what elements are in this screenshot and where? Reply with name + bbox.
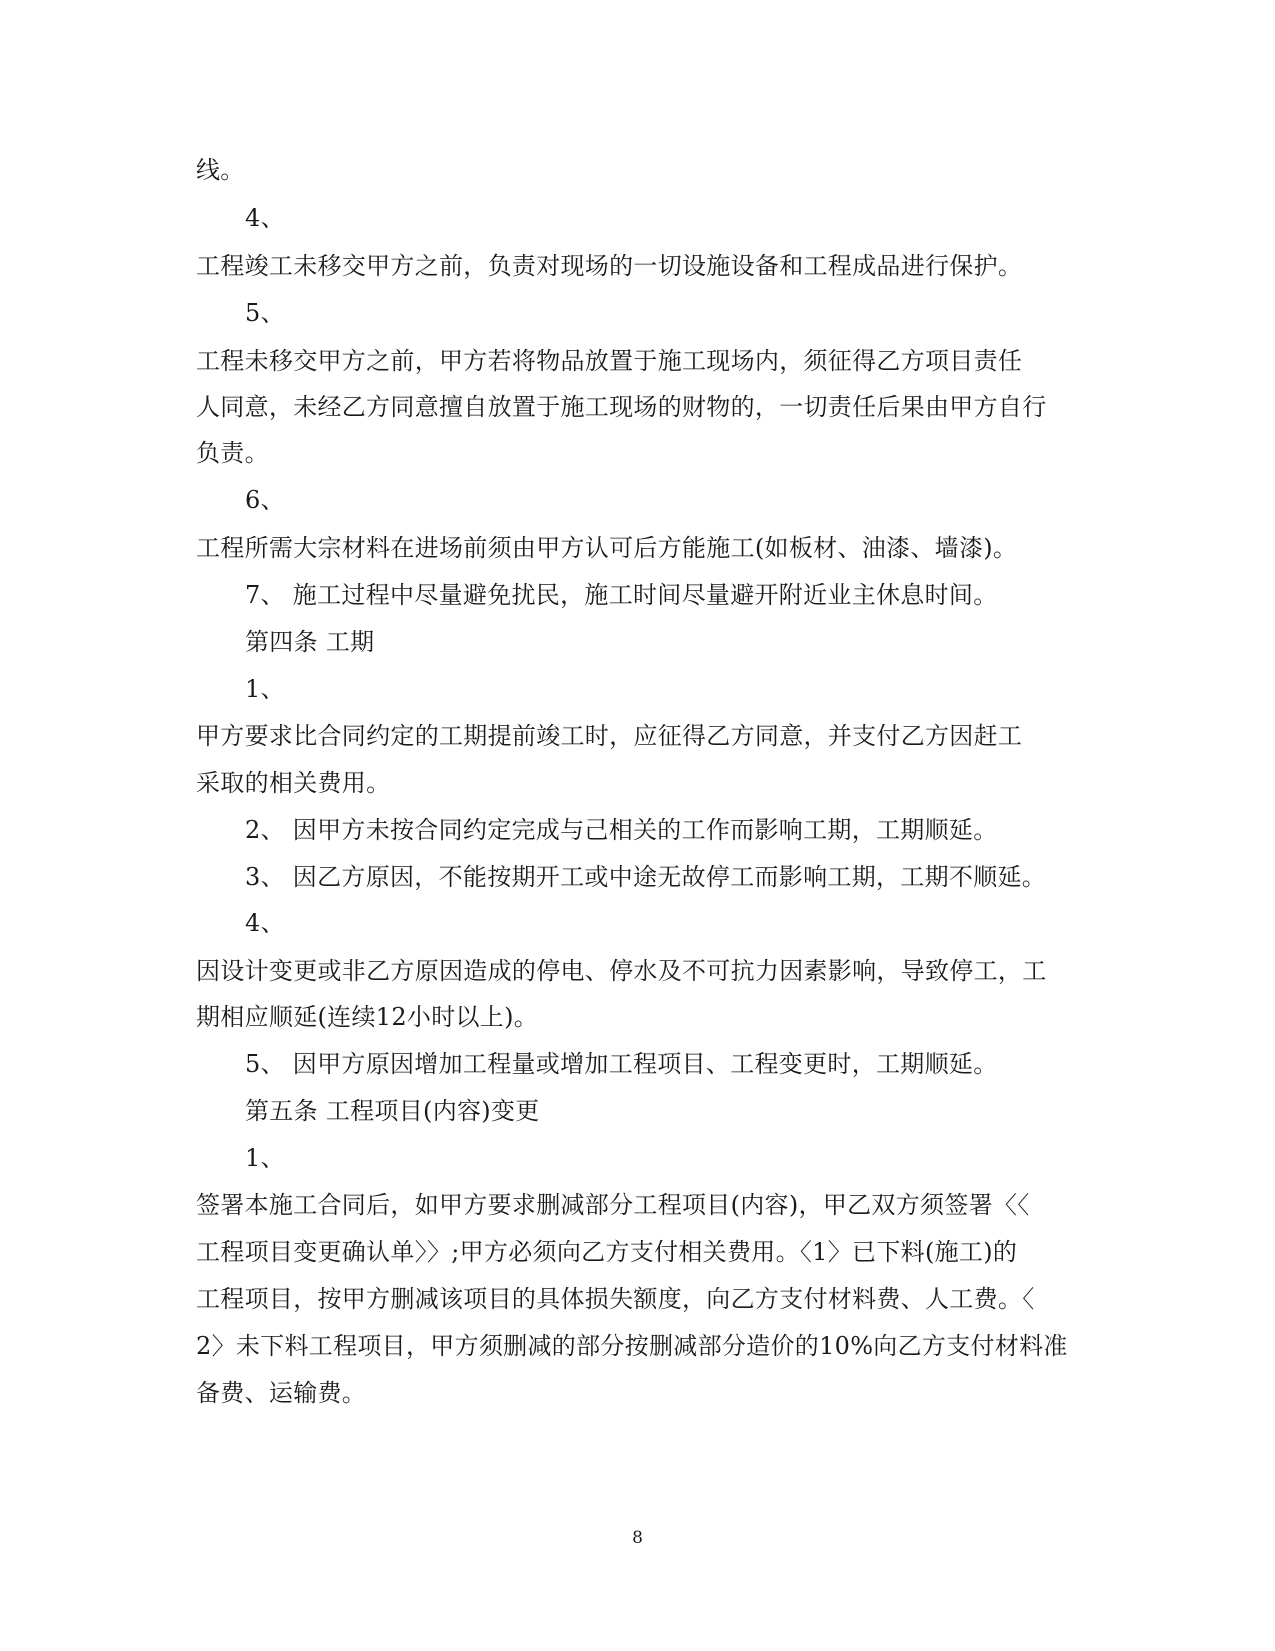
- text-line: 2〉未下料工程项目，甲方须删减的部分按删减部分造价的10%向乙方支付材料准: [196, 1332, 1068, 1360]
- section-heading: 第四条 工期: [245, 628, 375, 656]
- list-item: 5、 因甲方原因增加工程量或增加工程项目、工程变更时，工期顺延。: [245, 1050, 998, 1078]
- list-item: 2、 因甲方未按合同约定完成与己相关的工作而影响工期，工期顺延。: [245, 816, 998, 844]
- text-line: 工程竣工未移交甲方之前，负责对现场的一切设施设备和工程成品进行保护。: [196, 252, 1023, 280]
- text-line: 人同意，未经乙方同意擅自放置于施工现场的财物的，一切责任后果由甲方自行: [196, 393, 1047, 421]
- list-number: 1、: [245, 675, 285, 703]
- list-number: 6、: [245, 486, 285, 514]
- text-line: 工程所需大宗材料在进场前须由甲方认可后方能施工(如板材、油漆、墙漆)。: [196, 534, 1018, 562]
- list-item: 7、 施工过程中尽量避免扰民，施工时间尽量避开附近业主休息时间。: [245, 581, 998, 609]
- list-number: 4、: [245, 909, 285, 937]
- text-line: 期相应顺延(连续12小时以上)。: [196, 1003, 539, 1031]
- text-line: 备费、运输费。: [196, 1379, 367, 1407]
- section-heading: 第五条 工程项目(内容)变更: [245, 1097, 540, 1125]
- text-line: 采取的相关费用。: [196, 769, 391, 797]
- text-line: 工程项目，按甲方删减该项目的具体损失额度，向乙方支付材料费、人工费。〈: [196, 1285, 1035, 1313]
- text-line: 线。: [196, 156, 245, 184]
- text-line: 因设计变更或非乙方原因造成的停电、停水及不可抗力因素影响，导致停工，工: [196, 957, 1047, 985]
- list-number: 5、: [245, 299, 285, 327]
- list-number: 4、: [245, 204, 285, 232]
- text-line: 甲方要求比合同约定的工期提前竣工时，应征得乙方同意，并支付乙方因赶工: [196, 722, 1023, 750]
- list-item: 3、 因乙方原因，不能按期开工或中途无故停工而影响工期，工期不顺延。: [245, 863, 1047, 891]
- text-line: 工程项目变更确认单〉〉;甲方必须向乙方支付相关费用。〈1〉已下料(施工)的: [196, 1238, 1018, 1266]
- text-line: 签署本施工合同后，如甲方要求删减部分工程项目(内容)，甲乙双方须签署〈〈: [196, 1191, 1030, 1219]
- text-line: 负责。: [196, 439, 269, 467]
- page-number: 8: [632, 1528, 643, 1548]
- text-line: 工程未移交甲方之前，甲方若将物品放置于施工现场内，须征得乙方项目责任: [196, 347, 1023, 375]
- list-number: 1、: [245, 1144, 285, 1172]
